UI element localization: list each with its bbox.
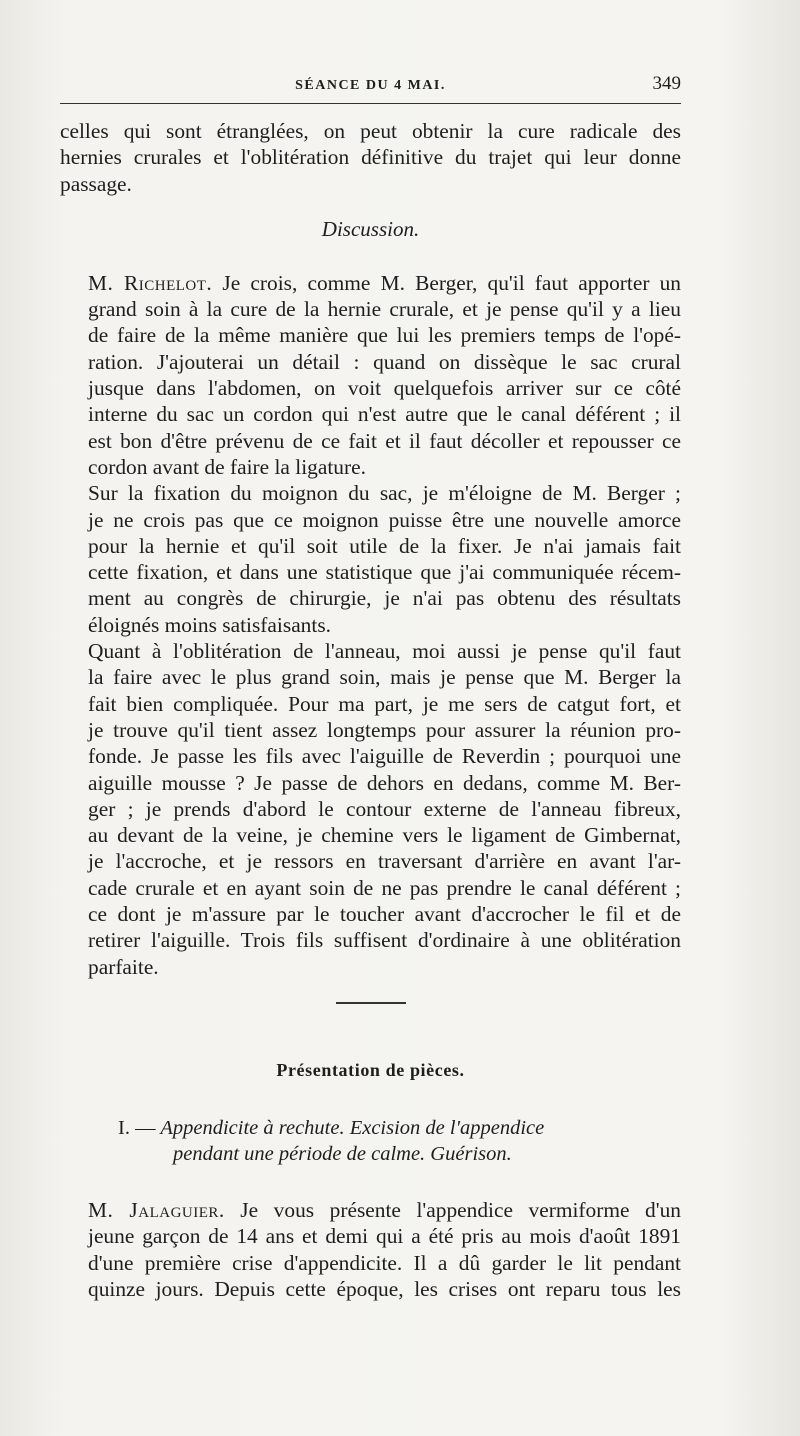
text-line: Quant à l'oblitération de l'anneau, moi aussi je pense qu'il faut	[88, 639, 681, 664]
paragraph-richelot	[60, 270, 681, 480]
item-number: I. —	[118, 1116, 156, 1139]
line-text: Je vous présente l'appendice vermiforme d'un	[224, 1197, 681, 1222]
speaker-name: M. Jalaguier.	[88, 1197, 225, 1222]
text-line: je trouve qu'il tient assez longtemps pour assurer la réunion pro-	[88, 717, 681, 742]
text-line: fonde. Je passe les fils avec l'aiguille de Reverdin ; pourquoi une	[88, 744, 681, 769]
text-line: la faire avec le plus grand soin, mais je pense que M. Berger la	[88, 665, 681, 690]
body-text	[60, 118, 681, 1302]
text-line: cette fixation, et dans une statistique que j'ai communiquée récem-	[88, 560, 681, 585]
discussion-heading: Discussion.	[321, 216, 420, 241]
item-title	[60, 1115, 681, 1167]
text-line: pour la hernie et qu'il soit utile de la fixer. Je n'ai jamais fait	[88, 533, 681, 558]
text-line: interne du sac un cordon qui n'est autre que le canal déférent ; il	[88, 402, 681, 427]
line-text: Je crois, comme M. Berger, qu'il faut apporter un	[212, 270, 681, 295]
text-line: est bon d'être prévenu de ce fait et il faut décoller et repousser ce	[88, 428, 681, 453]
text-line: jusque dans l'abdomen, on voit quelquefois arriver sur ce côté	[88, 376, 681, 401]
text-line	[60, 270, 681, 296]
item-title-line-2: pendant une période de calme. Guérison.	[173, 1142, 512, 1165]
section-divider	[336, 1002, 406, 1004]
running-title: SÉANCE DU 4 MAI.	[295, 78, 446, 93]
text-line: hernies crurales et l'oblitération définitive du trajet qui leur donne	[60, 145, 681, 170]
text-line: Sur la fixation du moignon du sac, je m'éloigne de M. Berger ;	[88, 481, 681, 506]
text-line: je l'accroche, et je ressors en traversant d'arrière en avant l'ar-	[88, 849, 681, 874]
paragraph-jalaguier	[60, 1197, 681, 1302]
text-line: fait bien compliquée. Pour ma part, je me sers de catgut fort, et	[88, 691, 681, 716]
text-line: ration. J'ajouterai un détail : quand on dissèque le sac crural	[88, 349, 681, 374]
text-line: cordon avant de faire la ligature.	[88, 454, 366, 479]
page-header	[60, 70, 681, 100]
text-line: au devant de la veine, je chemine vers le ligament de Gimbernat,	[88, 823, 681, 848]
text-line: passage.	[60, 171, 132, 196]
text-line: cade crurale et en ayant soin de ne pas prendre le canal déférent ;	[88, 875, 681, 900]
text-line: jeune garçon de 14 ans et demi qui a été pris au mois d'août 1891	[88, 1224, 681, 1249]
text-line: éloignés moins satisfaisants.	[88, 612, 331, 637]
text-line: ment au congrès de chirurgie, je n'ai pas obtenu des résultats	[88, 586, 681, 611]
text-line: d'une première crise d'appendicite. Il a dû garder le lit pendant	[88, 1250, 681, 1275]
section-title: Présentation de pièces.	[276, 1059, 465, 1080]
text-line: aiguille mousse ? Je passe de dehors en dedans, comme M. Ber-	[88, 770, 681, 795]
speaker-name: M. Richelot.	[88, 270, 213, 295]
text-line: ce dont je m'assure par le toucher avant d'accrocher le fil et de	[88, 902, 681, 927]
text-line: de faire de la même manière que lui les premiers temps de l'opé-	[88, 323, 681, 348]
text-line: ger ; je prends d'abord le contour externe de l'anneau fibreux,	[88, 796, 681, 821]
paragraph-3	[60, 480, 681, 638]
text-line: quinze jours. Depuis cette époque, les crises ont reparu tous les	[88, 1276, 681, 1301]
text-line: je ne crois pas que ce moignon puisse être une nouvelle amorce	[88, 507, 681, 532]
text-line	[60, 1197, 681, 1223]
paragraph-1	[60, 118, 681, 197]
text-line: celles qui sont étranglées, on peut obtenir la cure radicale des	[60, 119, 681, 143]
paragraph-4	[60, 638, 681, 980]
page-number: 349	[652, 73, 681, 94]
text-line: grand soin à la cure de la hernie crurale, et je pense qu'il y a lieu	[88, 297, 681, 322]
text-line: parfaite.	[88, 954, 159, 979]
header-rule	[60, 103, 681, 104]
item-title-line-1: Appendicite à rechute. Excision de l'appendice	[160, 1116, 545, 1139]
text-line: retirer l'aiguille. Trois fils suffisent d'ordinaire à une oblitération	[88, 928, 681, 953]
